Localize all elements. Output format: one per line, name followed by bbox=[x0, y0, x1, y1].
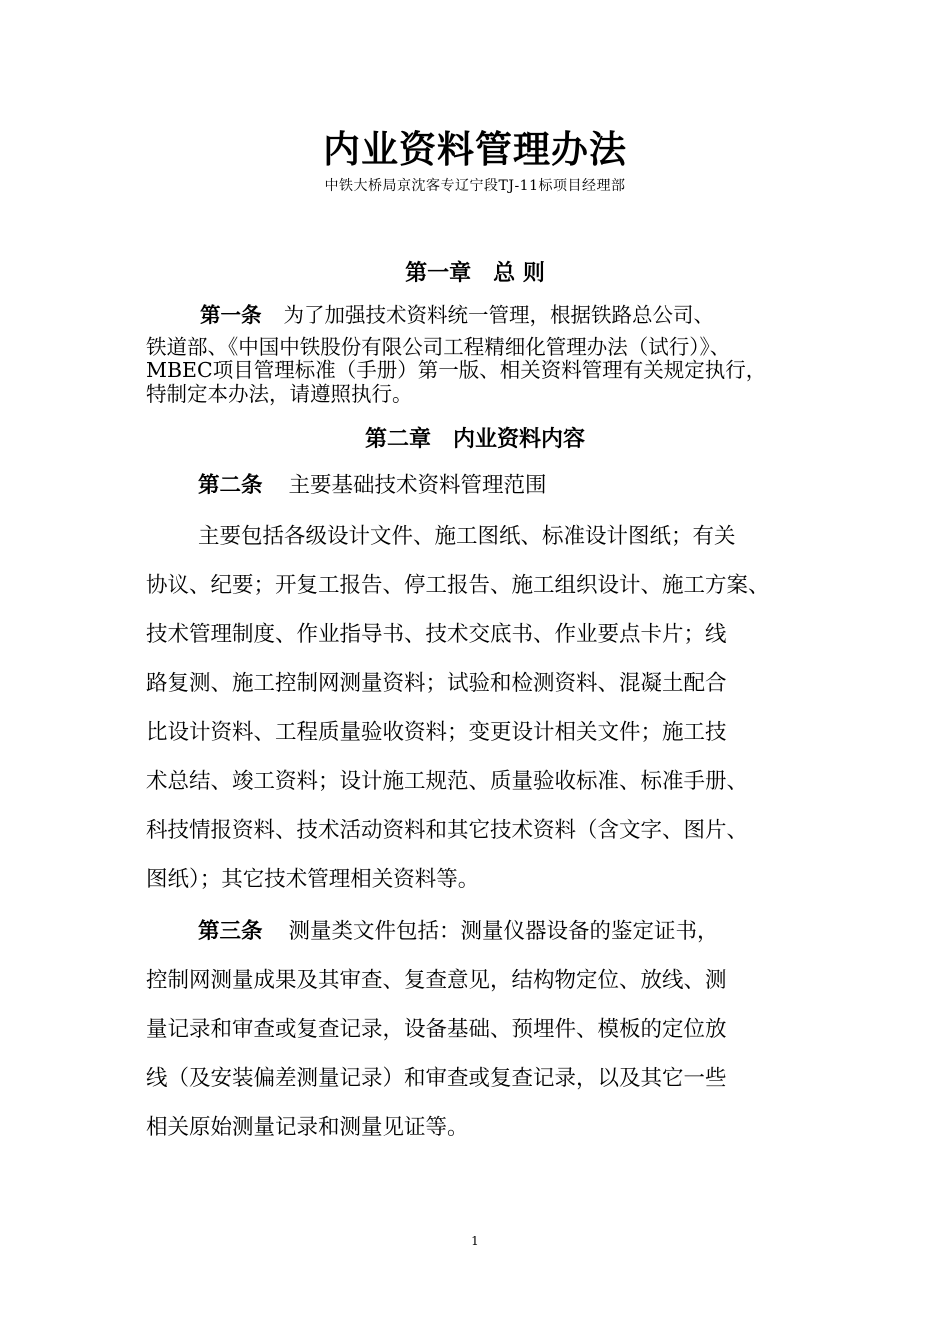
article-2 bbox=[146, 461, 816, 904]
article-1-line: 为了加强技术资料统一管理，根据铁路总公司、 bbox=[283, 303, 714, 327]
article-3 bbox=[146, 907, 816, 1152]
article-3-line: 控制网测量成果及其审查、复查意见，结构物定位、放线、测 bbox=[146, 968, 727, 993]
article-2-line: 图纸）；其它技术管理相关资料等。 bbox=[146, 867, 480, 892]
article-3-line: 相关原始测量记录和测量见证等。 bbox=[146, 1115, 469, 1140]
chapter-2-label: 第二章 bbox=[364, 427, 431, 452]
document-title: 内业资料管理办法 bbox=[323, 128, 627, 171]
article-3-label: 第三条 bbox=[198, 919, 263, 944]
article-1-label: 第一条 bbox=[200, 303, 262, 327]
article-2-line: 主要包括各级设计文件、施工图纸、标准设计图纸；有关 bbox=[198, 524, 736, 549]
article-2-label: 第二条 bbox=[198, 473, 263, 498]
article-2-line: 协议、纪要；开复工报告、停工报告、施工组织设计、施工方案、 bbox=[146, 573, 770, 598]
article-2-line: 比设计资料、工程质量验收资料；变更设计相关文件；施工技 bbox=[146, 720, 727, 745]
article-2-line: 术总结、竣工资料；设计施工规范、质量验收标准、标准手册、 bbox=[146, 769, 749, 794]
chapter-2-name: 内业资料内容 bbox=[453, 427, 586, 452]
article-3-line: 线（及安装偏差测量记录）和审查或复查记录，以及其它一些 bbox=[146, 1066, 727, 1091]
article-2-heading: 主要基础技术资料管理范围 bbox=[288, 473, 547, 498]
article-2-line: 技术管理制度、作业指导书、技术交底书、作业要点卡片；线 bbox=[146, 622, 727, 647]
chapter-1-heading bbox=[0, 259, 950, 289]
article-1-line: 铁道部、《中国中铁股份有限公司工程精细化管理办法（试行）》、 bbox=[146, 334, 731, 359]
article-1-line: MBEC项目管理标准（手册）第一版、相关资料管理有关规定执行， bbox=[146, 358, 767, 382]
document-subtitle: 中铁大桥局京沈客专辽宁段TJ-11标项目经理部 bbox=[324, 178, 626, 194]
chapter-1-label: 第一章 bbox=[405, 261, 472, 286]
article-2-line: 路复测、施工控制网测量资料；试验和检测资料、混凝土配合 bbox=[146, 671, 727, 696]
article-3-line: 量记录和审查或复查记录，设备基础、预埋件、模板的定位放 bbox=[146, 1017, 727, 1042]
page-number: 1 bbox=[471, 1234, 479, 1248]
chapter-1-name: 总 则 bbox=[493, 261, 545, 286]
article-1 bbox=[146, 304, 816, 406]
chapter-2-heading bbox=[0, 425, 950, 455]
article-3-line: 测量类文件包括：测量仪器设备的鉴定证书， bbox=[288, 919, 719, 944]
article-2-line: 科技情报资料、技术活动资料和其它技术资料（含文字、图片、 bbox=[146, 818, 749, 843]
article-1-line: 特制定本办法，请遵照执行。 bbox=[146, 381, 413, 406]
